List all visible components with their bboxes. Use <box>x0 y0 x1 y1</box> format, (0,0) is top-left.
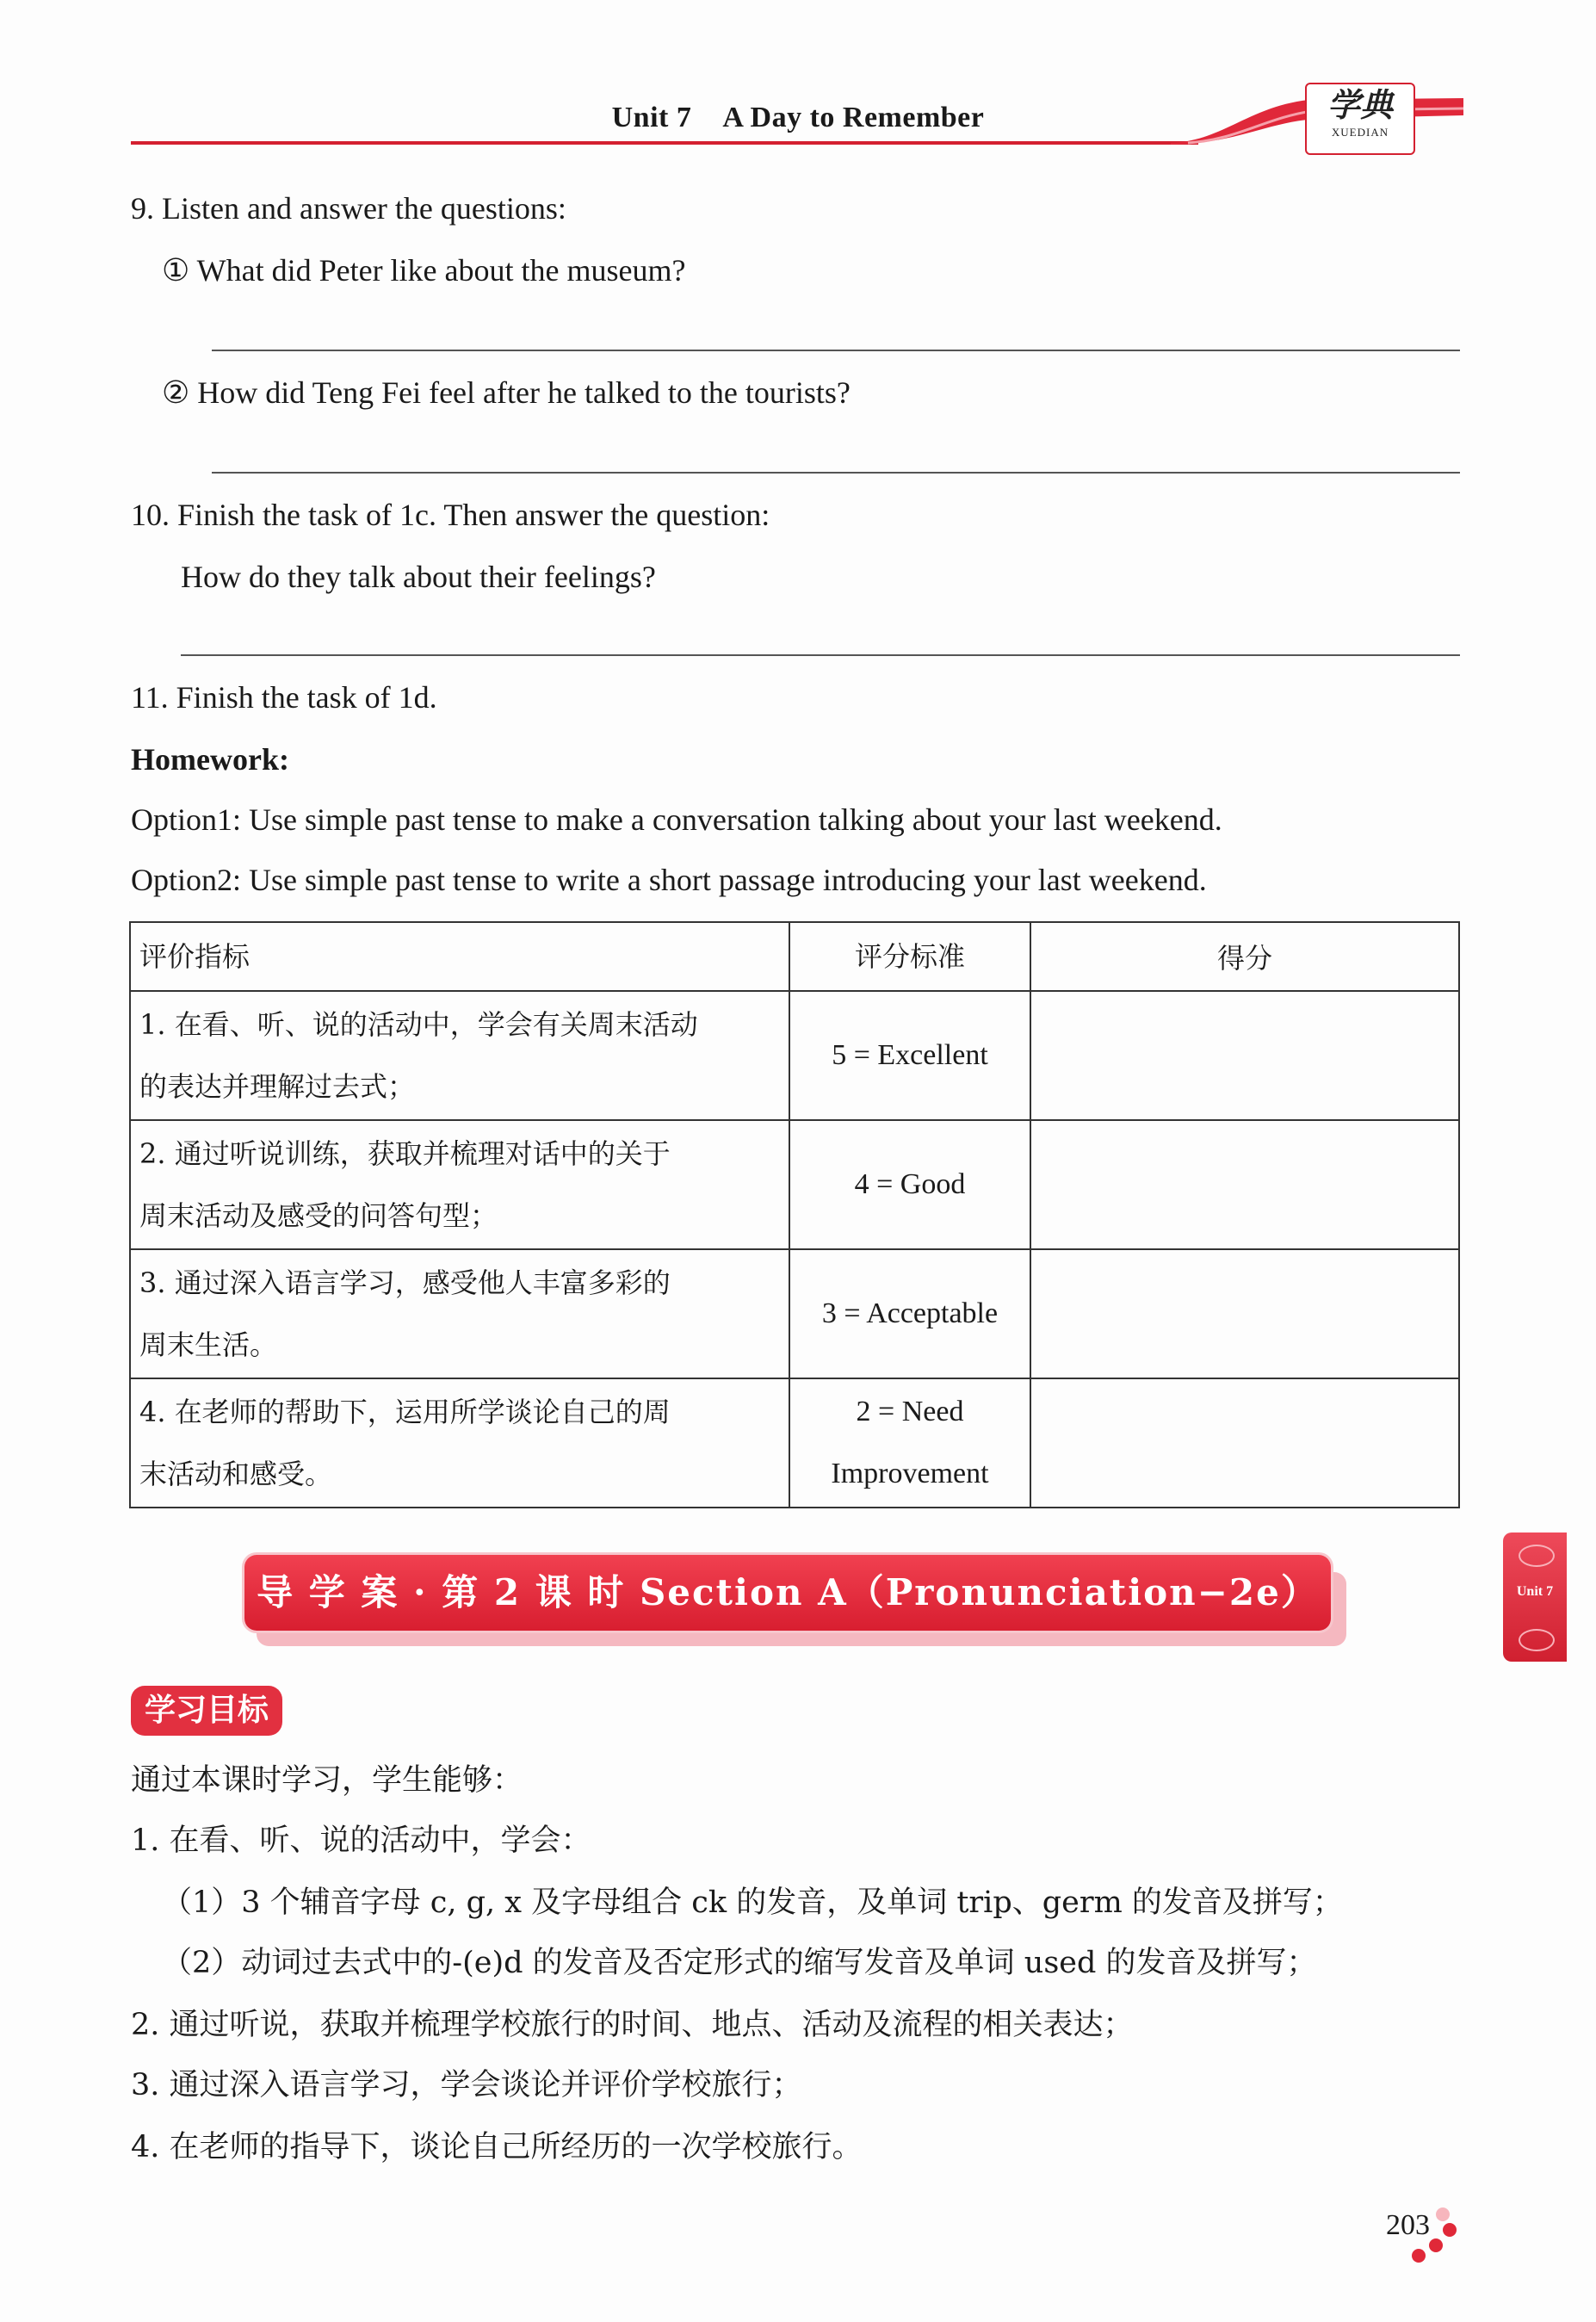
scale-text: 4 = Good <box>854 1168 966 1200</box>
header-score: 得分 <box>1030 922 1459 991</box>
decor-dot <box>1443 2223 1457 2237</box>
objective-item: 2. 通过听说，获取并梳理学校旅行的时间、地点、活动及流程的相关表达； <box>131 2008 1134 2042</box>
unit-label: Unit 7 <box>611 102 692 133</box>
decor-dot <box>1412 2249 1426 2263</box>
scale-text: 2 = Need <box>856 1396 964 1427</box>
criteria-line: 1. 在看、听、说的活动中，学会有关周末活动 <box>139 1008 698 1041</box>
evaluation-table <box>129 921 1460 1508</box>
objectives-badge: 学习目标 <box>131 1686 282 1736</box>
q9-sub2: ② How did Teng Fei feel after he talked to the tourists? <box>162 375 851 410</box>
scale-cell <box>789 1249 1030 1378</box>
table-row <box>130 1249 1459 1378</box>
criteria-cell <box>130 1378 789 1508</box>
score-cell[interactable] <box>1030 1120 1459 1249</box>
criteria-line: 3. 通过深入语言学习，感受他人丰富多彩的 <box>139 1266 671 1299</box>
criteria-line: 2. 通过听说训练，获取并梳理对话中的关于 <box>139 1137 671 1170</box>
answer-line[interactable] <box>212 472 1460 474</box>
scale-text-line2: Improvement <box>831 1458 989 1489</box>
table-header-row <box>130 922 1459 991</box>
objective-item: （1）3 个辅音字母 c, g, x 及字母组合 ck 的发音，及单词 trip、germ 的发音及拼写； <box>162 1885 1343 1920</box>
unit-side-tab[interactable] <box>1503 1533 1567 1662</box>
score-cell[interactable] <box>1030 991 1459 1120</box>
homework-option2: Option2: Use simple past tense to write a short passage introducing your last weekend. <box>131 863 1207 897</box>
scale-text: 3 = Acceptable <box>821 1297 999 1329</box>
objective-item: （2）动词过去式中的-(e)d 的发音及否定形式的缩写发音及单词 used 的发音及拼写； <box>162 1946 1317 1980</box>
xuedian-logo <box>1305 83 1415 155</box>
objectives-intro: 通过本课时学习，学生能够： <box>131 1763 523 1798</box>
criteria-line: 周末生活。 <box>139 1328 278 1361</box>
homework-option1: Option1: Use simple past tense to make a conversation talking about your last weekend. <box>131 802 1222 837</box>
swirl-decoration-icon <box>1519 1545 1555 1567</box>
banner-title: 导 学 案 · 第 2 课 时 Section A（Pronunciation−2e） <box>257 1571 1319 1613</box>
criteria-line: 的表达并理解过去式； <box>139 1070 416 1103</box>
scale-cell <box>789 1378 1030 1508</box>
header-criteria: 评价指标 <box>130 922 789 991</box>
q9-sub1: ① What did Peter like about the museum? <box>162 253 686 288</box>
q9-prompt: 9. Listen and answer the questions: <box>131 191 566 226</box>
decor-dot <box>1429 2238 1443 2252</box>
header-rule <box>131 141 1198 145</box>
swirl-decoration-icon <box>1519 1629 1555 1651</box>
objective-item: 3. 通过深入语言学习，学会谈论并评价学校旅行； <box>131 2068 802 2102</box>
criteria-line: 4. 在老师的帮助下，运用所学谈论自己的周 <box>139 1396 671 1428</box>
criteria-cell <box>130 991 789 1120</box>
score-cell[interactable] <box>1030 1378 1459 1508</box>
decor-dot <box>1436 2207 1450 2221</box>
table-row <box>130 991 1459 1120</box>
section-banner <box>244 1555 1331 1631</box>
objective-item: 4. 在老师的指导下，谈论自己所经历的一次学校旅行。 <box>131 2130 863 2164</box>
q11-prompt: 11. Finish the task of 1d. <box>131 680 437 715</box>
table-row <box>130 1378 1459 1508</box>
page-number: 203 <box>1386 2209 1430 2241</box>
unit-title: A Day to Remember <box>722 102 985 133</box>
scale-cell <box>789 1120 1030 1249</box>
answer-line[interactable] <box>181 654 1460 656</box>
criteria-cell <box>130 1120 789 1249</box>
objective-item: 1. 在看、听、说的活动中，学会： <box>131 1824 591 1858</box>
logo-chinese: 学典 <box>1327 85 1393 124</box>
logo-english: XUEDIAN <box>1331 126 1389 139</box>
scale-text: 5 = Excellent <box>832 1039 988 1071</box>
table-row <box>130 1120 1459 1249</box>
criteria-line: 末活动和感受。 <box>139 1458 333 1490</box>
score-cell[interactable] <box>1030 1249 1459 1378</box>
criteria-line: 周末活动及感受的问答句型； <box>139 1199 498 1232</box>
side-tab-label: Unit 7 <box>1516 1584 1554 1599</box>
scale-cell <box>789 991 1030 1120</box>
homework-heading: Homework: <box>131 742 289 777</box>
header-scale: 评分标准 <box>789 922 1030 991</box>
answer-line[interactable] <box>212 350 1460 351</box>
q10-prompt: 10. Finish the task of 1c. Then answer the question: <box>131 498 770 532</box>
criteria-cell <box>130 1249 789 1378</box>
q10-sub: How do they talk about their feelings? <box>181 560 656 594</box>
